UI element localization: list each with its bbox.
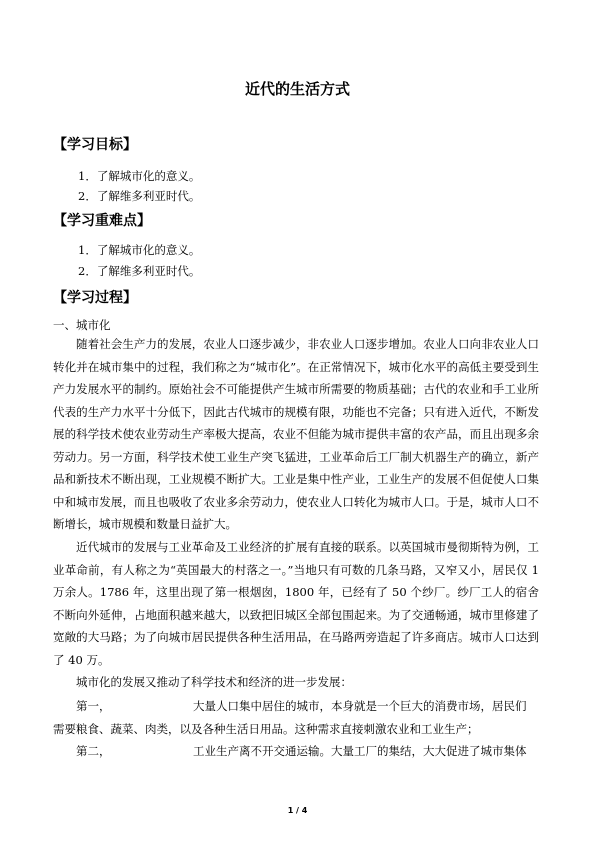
effect-second-text: 工业生产离不开交通运输。大量工厂的集结，大大促进了城市集体: [193, 744, 527, 758]
effect-second-label: 第二，: [76, 744, 111, 758]
effect-first-continuation: 需要粮食、蔬菜、肉类，以及各种生活日用品。这种需求直接刺激农业和工业生产；: [53, 722, 479, 736]
effect-first-label: 第一，: [76, 699, 111, 713]
page-number: 1 / 4: [287, 806, 308, 815]
page-title: 近代的生活方式: [244, 80, 350, 98]
goal-item-1: 1．了解城市化的意义。: [78, 169, 201, 183]
heading-learning-goals: 【学习目标】: [53, 137, 137, 153]
heading-learning-process: 【学习过程】: [53, 290, 137, 306]
paragraph-manchester-example: 近代城市的发展与工业革命及工业经济的扩展有直接的联系。以英国城市曼彻斯特为例，工业革命前，有人称之为“英国最大的村落之一。”当地只有可数的几条马路，又窄又小，居民仅 1 万余人。1786 年，这里出现了第一根烟囱，1800 年，已经有了 50 个纱厂。纱厂工人的宿舍不断向外延伸，占地面积越来越大，以致把旧城区全部包围起来。为了交通畅通，城市里修建了宽敞的大马路；为了向城市居民提供各种生活用品，在马路两旁造起了许多商店。城市人口达到了 40 万。: [53, 540, 539, 667]
paragraph-urbanization-definition: 随着社会生产力的发展，农业人口逐步减少，非农业人口逐步增加。农业人口向非农业人口转化并在城市集中的过程，我们称之为“城市化”。在正常情况下，城市化水平的高低主要受到生产力发展水平的制约。原始社会不可能提供产生城市所需要的物质基础；古代的农业和手工业所代表的生产力水平十分低下，因此古代城市的规模有限，功能也不完备；只有进入近代，不断发展的科学技术使农业劳动生产率极大提高，农业不但能为城市提供丰富的农产品，而且出现多余劳动力。另一方面，科学技术使工业生产突飞猛进，工业革命后工厂制大机器生产的确立，新产品和新技术不断出现，工业规模不断扩大。工业是集中性产业，工业生产的发展不但促使人口集中和城市发展，而且也吸收了农业多余劳动力，使农业人口转化为城市人口。于是，城市人口不断增长，城市规模和数量日益扩大。: [53, 337, 539, 531]
paragraph-urbanization-effects: 城市化的发展又推动了科学技术和经济的进一步发展：: [76, 675, 352, 689]
subheading-urbanization: 一、城市化: [53, 318, 111, 332]
goal-item-2: 2．了解维多利亚时代。: [78, 189, 201, 203]
key-point-item-1: 1．了解城市化的意义。: [78, 243, 201, 257]
effect-first-text: 大量人口集中居住的城市，本身就是一个巨大的消费市场，居民们: [193, 699, 527, 713]
key-point-item-2: 2．了解维多利亚时代。: [78, 264, 201, 278]
heading-key-points: 【学习重难点】: [53, 213, 151, 229]
